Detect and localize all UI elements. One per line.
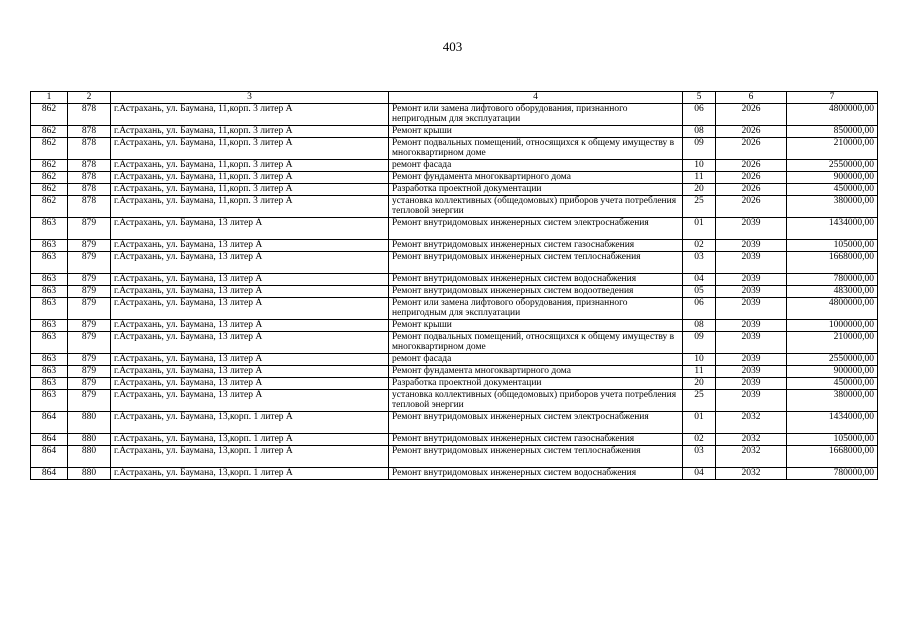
cell-cost: 1668000,00 <box>787 251 878 273</box>
cell-work-type: Ремонт подвальных помещений, относящихся к общему имуществу в многоквартирном доме <box>389 331 683 353</box>
cell-seq-number: 864 <box>31 445 68 467</box>
cell-address: г.Астрахань, ул. Баумана, 13 литер А <box>111 331 389 353</box>
cell-house-number: 878 <box>68 125 111 137</box>
cell-work-type: Ремонт внутридомовых инженерных систем теплоснабжения <box>389 445 683 467</box>
table-row <box>31 251 878 273</box>
cell-seq-number: 862 <box>31 125 68 137</box>
table-row <box>31 171 878 183</box>
cell-cost: 850000,00 <box>787 125 878 137</box>
cell-seq-number: 864 <box>31 467 68 479</box>
cell-house-number: 879 <box>68 365 111 377</box>
cell-seq-number: 862 <box>31 103 68 125</box>
table-row <box>31 467 878 479</box>
cell-cost: 380000,00 <box>787 195 878 217</box>
cell-year: 2039 <box>716 239 787 251</box>
cell-year: 2039 <box>716 251 787 273</box>
cell-work-type: Ремонт крыши <box>389 125 683 137</box>
table-row <box>31 411 878 433</box>
cell-house-number: 880 <box>68 445 111 467</box>
cell-seq-number: 863 <box>31 353 68 365</box>
cell-address: г.Астрахань, ул. Баумана, 11,корп. 3 литер А <box>111 183 389 195</box>
cell-year: 2026 <box>716 103 787 125</box>
cell-work-code: 05 <box>683 285 716 297</box>
cell-seq-number: 862 <box>31 195 68 217</box>
cell-work-type: Ремонт фундамента многоквартирного дома <box>389 171 683 183</box>
cell-work-code: 09 <box>683 331 716 353</box>
column-header-4: 4 <box>389 92 683 104</box>
table-row <box>31 273 878 285</box>
cell-work-type: Ремонт внутридомовых инженерных систем газоснабжения <box>389 433 683 445</box>
table-row <box>31 159 878 171</box>
table-row <box>31 365 878 377</box>
cell-seq-number: 864 <box>31 433 68 445</box>
cell-address: г.Астрахань, ул. Баумана, 13 литер А <box>111 273 389 285</box>
cell-work-type: Ремонт внутридомовых инженерных систем электроснабжения <box>389 411 683 433</box>
cell-seq-number: 863 <box>31 365 68 377</box>
cell-work-type: установка коллективных (общедомовых) приборов учета потребления тепловой энергии <box>389 389 683 411</box>
cell-work-type: Ремонт внутридомовых инженерных систем водоснабжения <box>389 273 683 285</box>
cell-address: г.Астрахань, ул. Баумана, 13 литер А <box>111 389 389 411</box>
cell-address: г.Астрахань, ул. Баумана, 13 литер А <box>111 251 389 273</box>
cell-cost: 105000,00 <box>787 239 878 251</box>
cell-work-code: 08 <box>683 319 716 331</box>
cell-work-code: 20 <box>683 377 716 389</box>
cell-work-code: 01 <box>683 217 716 239</box>
cell-house-number: 879 <box>68 217 111 239</box>
cell-year: 2032 <box>716 445 787 467</box>
cell-work-type: Ремонт или замена лифтового оборудования, признанного непригодным для эксплуатации <box>389 297 683 319</box>
cell-year: 2032 <box>716 467 787 479</box>
cell-house-number: 878 <box>68 159 111 171</box>
cell-year: 2032 <box>716 411 787 433</box>
table-body <box>31 103 878 479</box>
table-row <box>31 331 878 353</box>
cell-cost: 780000,00 <box>787 467 878 479</box>
table-row <box>31 183 878 195</box>
cell-address: г.Астрахань, ул. Баумана, 13,корп. 1 литер А <box>111 467 389 479</box>
column-header-3: 3 <box>111 92 389 104</box>
table-row <box>31 285 878 297</box>
cell-seq-number: 863 <box>31 273 68 285</box>
table-row <box>31 433 878 445</box>
cell-address: г.Астрахань, ул. Баумана, 11,корп. 3 литер А <box>111 171 389 183</box>
cell-address: г.Астрахань, ул. Баумана, 11,корп. 3 литер А <box>111 125 389 137</box>
cell-work-code: 03 <box>683 251 716 273</box>
cell-house-number: 878 <box>68 183 111 195</box>
cell-seq-number: 863 <box>31 319 68 331</box>
cell-cost: 2550000,00 <box>787 353 878 365</box>
cell-work-code: 04 <box>683 273 716 285</box>
cell-work-type: Ремонт крыши <box>389 319 683 331</box>
cell-house-number: 878 <box>68 171 111 183</box>
table-row <box>31 125 878 137</box>
cell-address: г.Астрахань, ул. Баумана, 13,корп. 1 литер А <box>111 411 389 433</box>
cell-year: 2026 <box>716 137 787 159</box>
cell-address: г.Астрахань, ул. Баумана, 13 литер А <box>111 319 389 331</box>
cell-year: 2026 <box>716 195 787 217</box>
page-number: 403 <box>442 39 463 54</box>
cell-house-number: 879 <box>68 285 111 297</box>
cell-house-number: 878 <box>68 195 111 217</box>
cell-cost: 1668000,00 <box>787 445 878 467</box>
cell-work-code: 09 <box>683 137 716 159</box>
cell-year: 2039 <box>716 319 787 331</box>
cell-work-code: 08 <box>683 125 716 137</box>
cell-house-number: 879 <box>68 331 111 353</box>
cell-house-number: 880 <box>68 411 111 433</box>
cell-work-code: 11 <box>683 171 716 183</box>
cell-work-type: Ремонт фундамента многоквартирного дома <box>389 365 683 377</box>
cell-work-type: ремонт фасада <box>389 353 683 365</box>
cell-work-code: 06 <box>683 103 716 125</box>
table-row <box>31 103 878 125</box>
cell-seq-number: 863 <box>31 285 68 297</box>
cell-address: г.Астрахань, ул. Баумана, 13,корп. 1 литер А <box>111 445 389 467</box>
column-header-1: 1 <box>31 92 68 104</box>
cell-work-code: 03 <box>683 445 716 467</box>
cell-work-code: 20 <box>683 183 716 195</box>
cell-work-code: 02 <box>683 433 716 445</box>
cell-cost: 1434000,00 <box>787 411 878 433</box>
cell-address: г.Астрахань, ул. Баумана, 11,корп. 3 литер А <box>111 159 389 171</box>
cell-work-code: 10 <box>683 159 716 171</box>
cell-address: г.Астрахань, ул. Баумана, 13,корп. 1 литер А <box>111 433 389 445</box>
cell-year: 2039 <box>716 353 787 365</box>
cell-house-number: 878 <box>68 137 111 159</box>
cell-house-number: 879 <box>68 273 111 285</box>
cell-work-code: 10 <box>683 353 716 365</box>
table-row <box>31 445 878 467</box>
cell-work-code: 02 <box>683 239 716 251</box>
cell-work-type: установка коллективных (общедомовых) приборов учета потребления тепловой энергии <box>389 195 683 217</box>
cell-house-number: 879 <box>68 377 111 389</box>
cell-work-type: Ремонт подвальных помещений, относящихся к общему имуществу в многоквартирном доме <box>389 137 683 159</box>
cell-work-type: Ремонт или замена лифтового оборудования, признанного непригодным для эксплуатации <box>389 103 683 125</box>
cell-work-type: Ремонт внутридомовых инженерных систем водоотведения <box>389 285 683 297</box>
cell-year: 2026 <box>716 171 787 183</box>
cell-cost: 210000,00 <box>787 331 878 353</box>
cell-seq-number: 863 <box>31 239 68 251</box>
cell-seq-number: 863 <box>31 251 68 273</box>
cell-cost: 4800000,00 <box>787 103 878 125</box>
cell-year: 2039 <box>716 331 787 353</box>
cell-year: 2039 <box>716 377 787 389</box>
cell-cost: 380000,00 <box>787 389 878 411</box>
cell-work-type: Ремонт внутридомовых инженерных систем газоснабжения <box>389 239 683 251</box>
cell-year: 2039 <box>716 297 787 319</box>
cell-seq-number: 864 <box>31 411 68 433</box>
cell-address: г.Астрахань, ул. Баумана, 13 литер А <box>111 365 389 377</box>
cell-house-number: 879 <box>68 251 111 273</box>
cell-work-type: Разработка проектной документации <box>389 377 683 389</box>
cell-cost: 4800000,00 <box>787 297 878 319</box>
table-row <box>31 297 878 319</box>
cell-house-number: 879 <box>68 297 111 319</box>
cell-seq-number: 863 <box>31 331 68 353</box>
cell-cost: 105000,00 <box>787 433 878 445</box>
column-header-5: 5 <box>683 92 716 104</box>
cell-seq-number: 863 <box>31 389 68 411</box>
cell-work-code: 25 <box>683 195 716 217</box>
cell-seq-number: 862 <box>31 183 68 195</box>
cell-cost: 780000,00 <box>787 273 878 285</box>
cell-cost: 900000,00 <box>787 365 878 377</box>
cell-work-type: Ремонт внутридомовых инженерных систем теплоснабжения <box>389 251 683 273</box>
cell-house-number: 879 <box>68 239 111 251</box>
table-row <box>31 239 878 251</box>
cell-address: г.Астрахань, ул. Баумана, 13 литер А <box>111 377 389 389</box>
cell-work-type: Ремонт внутридомовых инженерных систем водоснабжения <box>389 467 683 479</box>
cell-address: г.Астрахань, ул. Баумана, 13 литер А <box>111 217 389 239</box>
cell-cost: 900000,00 <box>787 171 878 183</box>
cell-year: 2039 <box>716 217 787 239</box>
cell-year: 2039 <box>716 273 787 285</box>
cell-house-number: 878 <box>68 103 111 125</box>
cell-seq-number: 863 <box>31 377 68 389</box>
cell-house-number: 879 <box>68 319 111 331</box>
cell-address: г.Астрахань, ул. Баумана, 13 литер А <box>111 353 389 365</box>
column-header-7: 7 <box>787 92 878 104</box>
cell-address: г.Астрахань, ул. Баумана, 13 литер А <box>111 285 389 297</box>
cell-seq-number: 863 <box>31 297 68 319</box>
cell-work-type: Ремонт внутридомовых инженерных систем электроснабжения <box>389 217 683 239</box>
cell-work-code: 04 <box>683 467 716 479</box>
column-header-6: 6 <box>716 92 787 104</box>
table-row <box>31 377 878 389</box>
cell-seq-number: 862 <box>31 159 68 171</box>
table-row <box>31 195 878 217</box>
cell-year: 2026 <box>716 159 787 171</box>
cell-cost: 2550000,00 <box>787 159 878 171</box>
cell-house-number: 879 <box>68 353 111 365</box>
cell-work-type: Разработка проектной документации <box>389 183 683 195</box>
cell-year: 2026 <box>716 125 787 137</box>
cell-seq-number: 862 <box>31 171 68 183</box>
cell-house-number: 880 <box>68 433 111 445</box>
cell-seq-number: 862 <box>31 137 68 159</box>
cell-seq-number: 863 <box>31 217 68 239</box>
table-row <box>31 137 878 159</box>
repair-schedule-table <box>30 91 878 480</box>
cell-cost: 210000,00 <box>787 137 878 159</box>
cell-year: 2039 <box>716 389 787 411</box>
cell-address: г.Астрахань, ул. Баумана, 13 литер А <box>111 239 389 251</box>
cell-work-code: 11 <box>683 365 716 377</box>
cell-address: г.Астрахань, ул. Баумана, 11,корп. 3 литер А <box>111 137 389 159</box>
cell-cost: 450000,00 <box>787 183 878 195</box>
table-row <box>31 389 878 411</box>
cell-work-code: 01 <box>683 411 716 433</box>
cell-year: 2026 <box>716 183 787 195</box>
cell-work-code: 06 <box>683 297 716 319</box>
header-row <box>31 92 878 104</box>
cell-cost: 1434000,00 <box>787 217 878 239</box>
cell-house-number: 879 <box>68 389 111 411</box>
cell-year: 2032 <box>716 433 787 445</box>
table-row <box>31 353 878 365</box>
cell-work-code: 25 <box>683 389 716 411</box>
cell-cost: 450000,00 <box>787 377 878 389</box>
table-row <box>31 319 878 331</box>
cell-address: г.Астрахань, ул. Баумана, 11,корп. 3 литер А <box>111 103 389 125</box>
column-header-2: 2 <box>68 92 111 104</box>
cell-cost: 1000000,00 <box>787 319 878 331</box>
cell-address: г.Астрахань, ул. Баумана, 13 литер А <box>111 297 389 319</box>
cell-house-number: 880 <box>68 467 111 479</box>
table-row <box>31 217 878 239</box>
cell-address: г.Астрахань, ул. Баумана, 11,корп. 3 литер А <box>111 195 389 217</box>
cell-work-type: ремонт фасада <box>389 159 683 171</box>
cell-cost: 483000,00 <box>787 285 878 297</box>
cell-year: 2039 <box>716 285 787 297</box>
cell-year: 2039 <box>716 365 787 377</box>
